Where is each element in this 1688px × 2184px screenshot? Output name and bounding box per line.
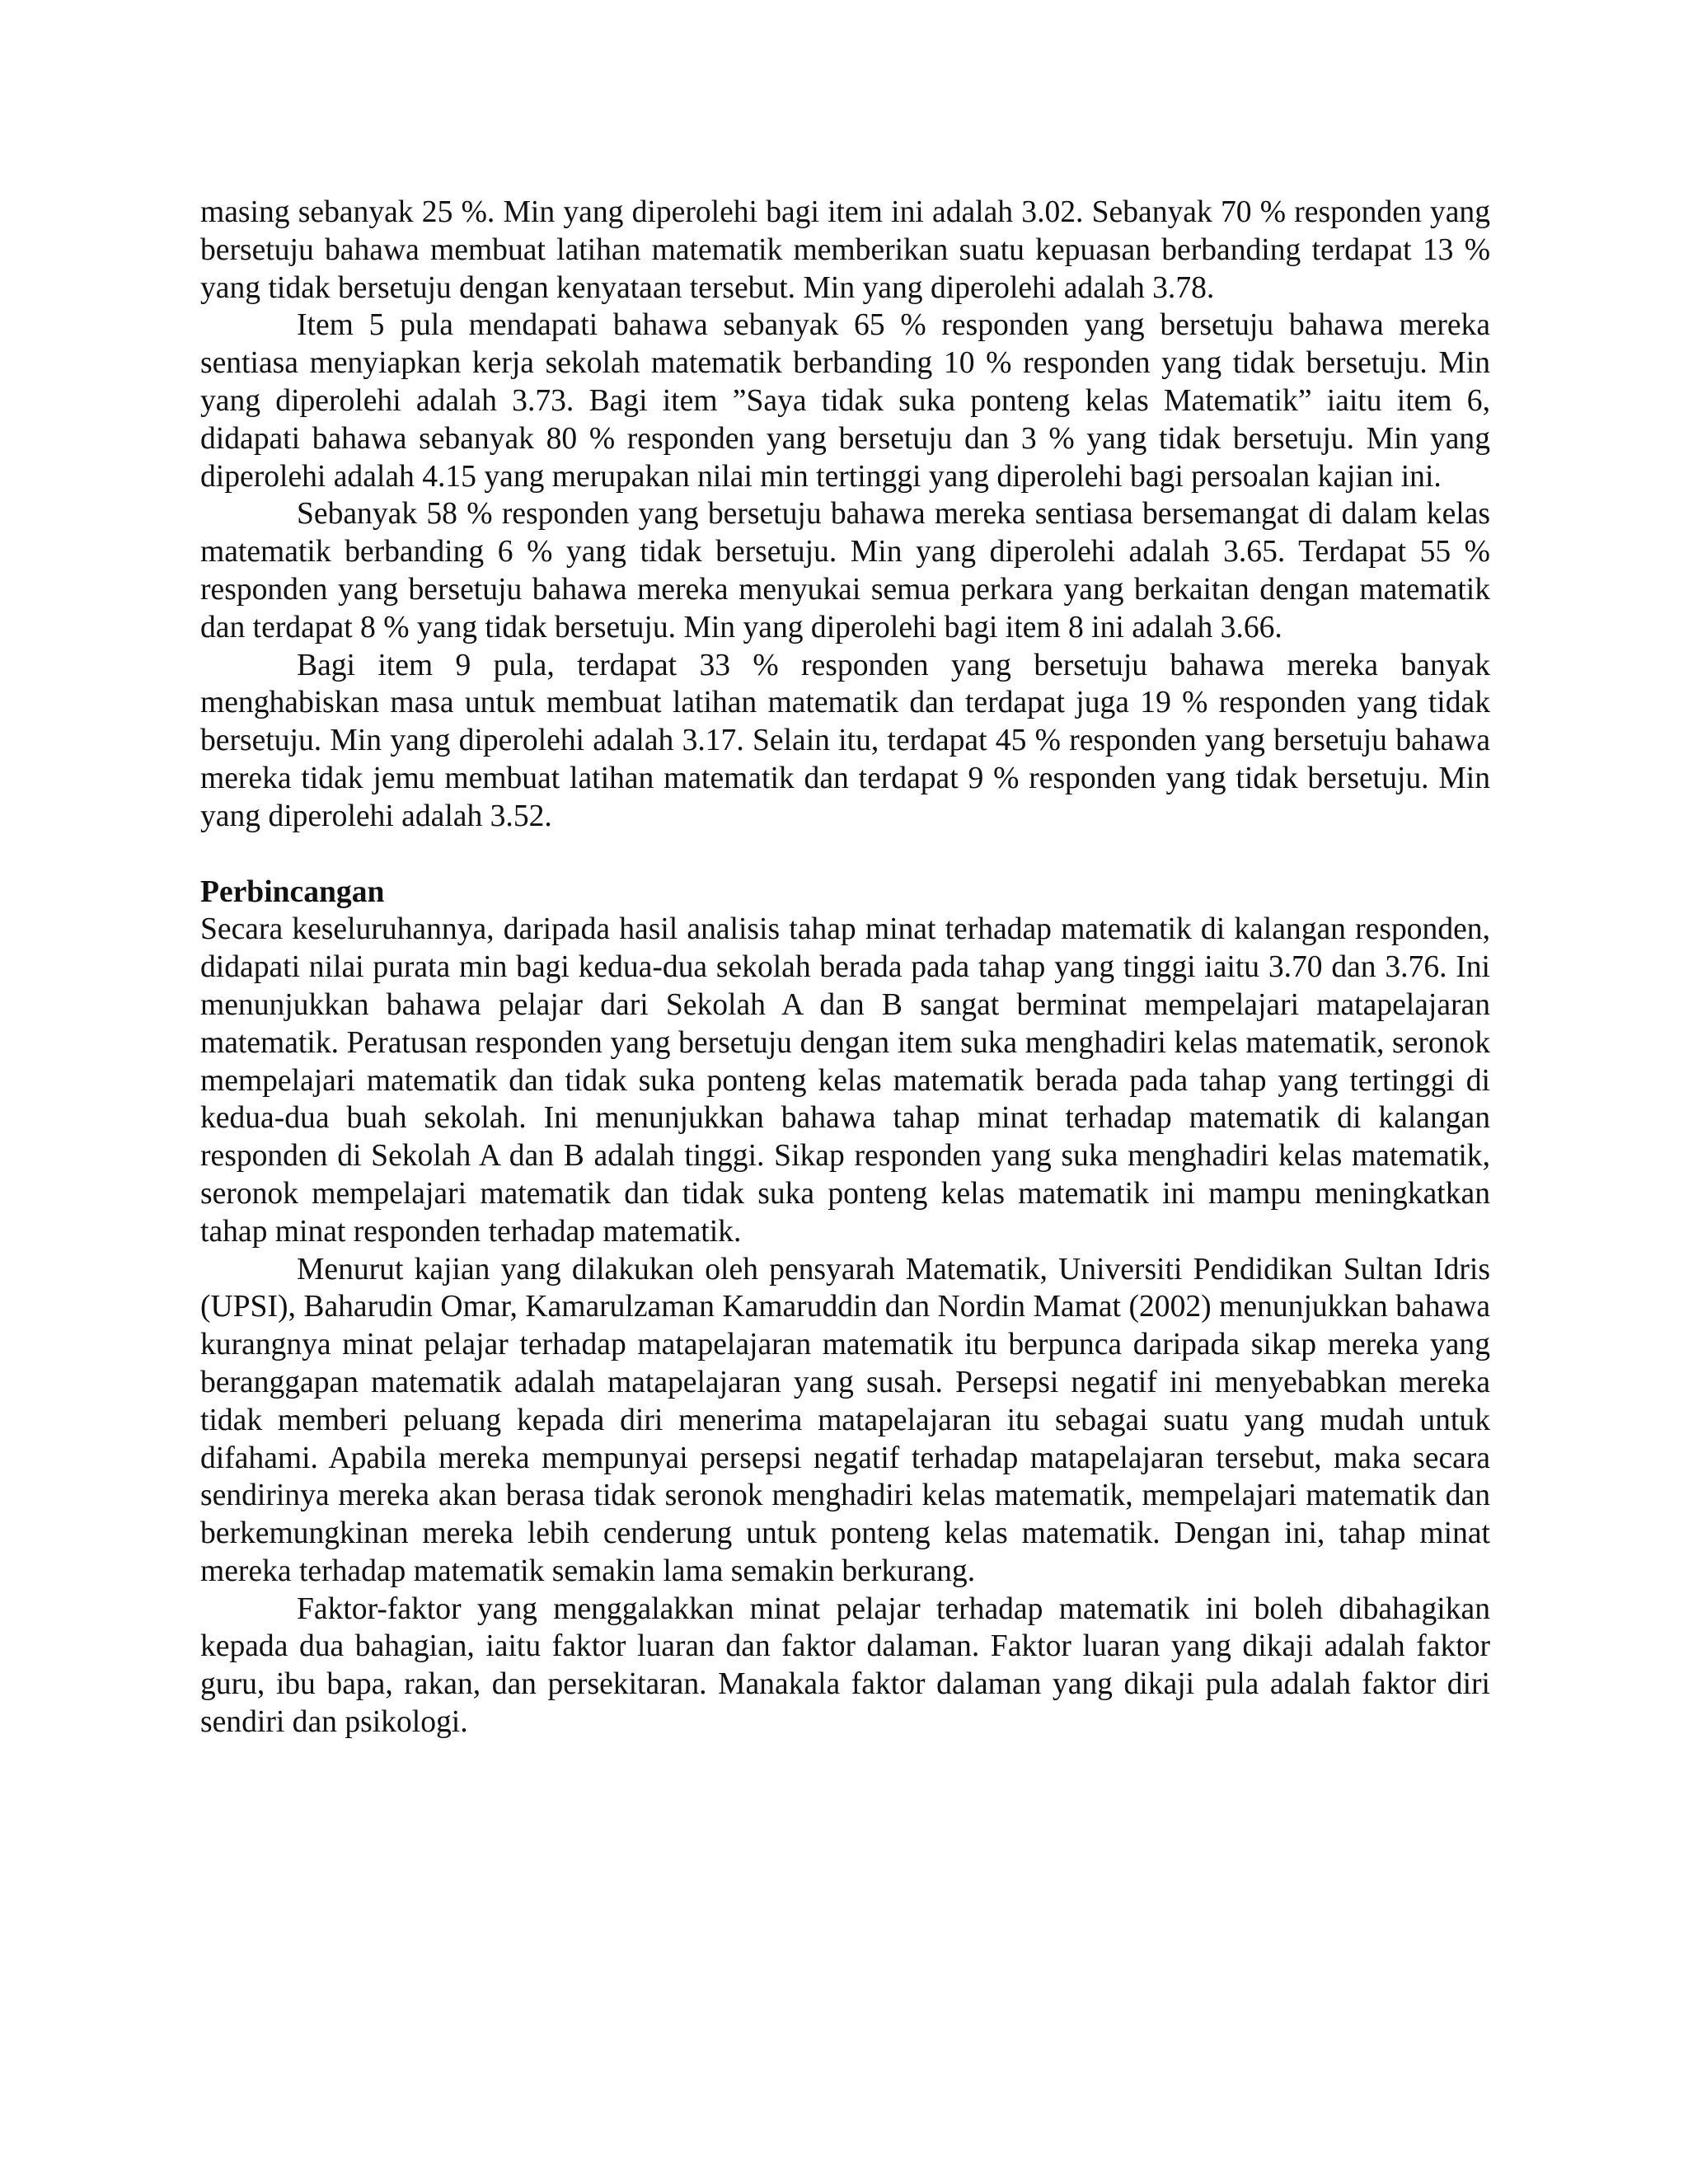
document-page bbox=[200, 194, 1490, 1741]
discussion-paragraph-2: Menurut kajian yang dilakukan oleh pensyarah Matematik, Universiti Pendidikan Sultan Idris (UPSI), Baharudin Omar, Kamarulzaman Kamaruddin dan Nordin Mamat (2002) menunjukkan bahawa kurangnya minat pelajar terhadap matapelajaran matematik itu berpunca daripada sikap mereka yang beranggapan matematik adalah matapelajaran yang susah. Persepsi negatif ini menyebabkan mereka tidak memberi peluang kepada diri menerima matapelajaran itu sebagai suatu yang mudah untuk difahami. Apabila mereka mempunyai persepsi negatif terhadap matapelajaran tersebut, maka secara sendirinya mereka akan berasa tidak seronok menghadiri kelas matematik, mempelajari matematik dan berkemungkinan mereka lebih cenderung untuk ponteng kelas matematik. Dengan ini, tahap minat mereka terhadap matematik semakin lama semakin berkurang. bbox=[200, 1252, 1490, 1588]
results-paragraph-4: Bagi item 9 pula, terdapat 33 % responden yang bersetuju bahawa mereka banyak menghabiskan masa untuk membuat latihan matematik dan terdapat juga 19 % responden yang tidak bersetuju. Min yang diperolehi adalah 3.17. Selain itu, terdapat 45 % responden yang bersetuju bahawa mereka tidak jemu membuat latihan matematik dan terdapat 9 % responden yang tidak bersetuju. Min yang diperolehi adalah 3.52. bbox=[200, 648, 1490, 833]
discussion-paragraph-3: Faktor-faktor yang menggalakkan minat pelajar terhadap matematik ini boleh dibahagikan kepada dua bahagian, iaitu faktor luaran dan faktor dalaman. Faktor luaran yang dikaji adalah faktor guru, ibu bapa, rakan, dan persekitaran. Manakala faktor dalaman yang dikaji pula adalah faktor diri sendiri dan psikologi. bbox=[200, 1591, 1490, 1740]
section-heading-perbincangan: Perbincangan bbox=[200, 874, 385, 909]
results-paragraph-3: Sebanyak 58 % responden yang bersetuju bahawa mereka sentiasa bersemangat di dalam kelas matematik berbanding 6 % yang tidak bersetuju. Min yang diperolehi adalah 3.65. Terdapat 55 % responden yang bersetuju bahawa mereka menyukai semua perkara yang berkaitan dengan matematik dan terdapat 8 % yang tidak bersetuju. Min yang diperolehi bagi item 8 ini adalah 3.66. bbox=[200, 497, 1490, 644]
results-paragraph-1: masing sebanyak 25 %. Min yang diperolehi bagi item ini adalah 3.02. Sebanyak 70 % responden yang bersetuju bahawa membuat latihan matematik memberikan suatu kepuasan berbanding terdapat 13 % yang tidak bersetuju dengan kenyataan tersebut. Min yang diperolehi adalah 3.78. bbox=[200, 195, 1490, 305]
results-paragraph-2: Item 5 pula mendapati bahawa sebanyak 65 % responden yang bersetuju bahawa mereka sentiasa menyiapkan kerja sekolah matematik berbanding 10 % responden yang tidak bersetuju. Min yang diperolehi adalah 3.73. Bagi item ”Saya tidak suka ponteng kelas Matematik” iaitu item 6, didapati bahawa sebanyak 80 % responden yang bersetuju dan 3 % yang tidak bersetuju. Min yang diperolehi adalah 4.15 yang merupakan nilai min tertinggi yang diperolehi bagi persoalan kajian ini. bbox=[200, 308, 1490, 494]
discussion-paragraph-1: Secara keseluruhannya, daripada hasil analisis tahap minat terhadap matematik di kalangan responden, didapati nilai purata min bagi kedua-dua sekolah berada pada tahap yang tinggi iaitu 3.70 dan 3.76. Ini menunjukkan bahawa pelajar dari Sekolah A dan B sangat berminat mempelajari matapelajaran matematik. Peratusan responden yang bersetuju dengan item suka menghadiri kelas matematik, seronok mempelajari matematik dan tidak suka ponteng kelas matematik berada pada tahap yang tertinggi di kedua-dua buah sekolah. Ini menunjukkan bahawa tahap minat terhadap matematik di kalangan responden di Sekolah A dan B adalah tinggi. Sikap responden yang suka menghadiri kelas matematik, seronok mempelajari matematik dan tidak suka ponteng kelas matematik ini mampu meningkatkan tahap minat responden terhadap matematik. bbox=[200, 912, 1490, 1249]
